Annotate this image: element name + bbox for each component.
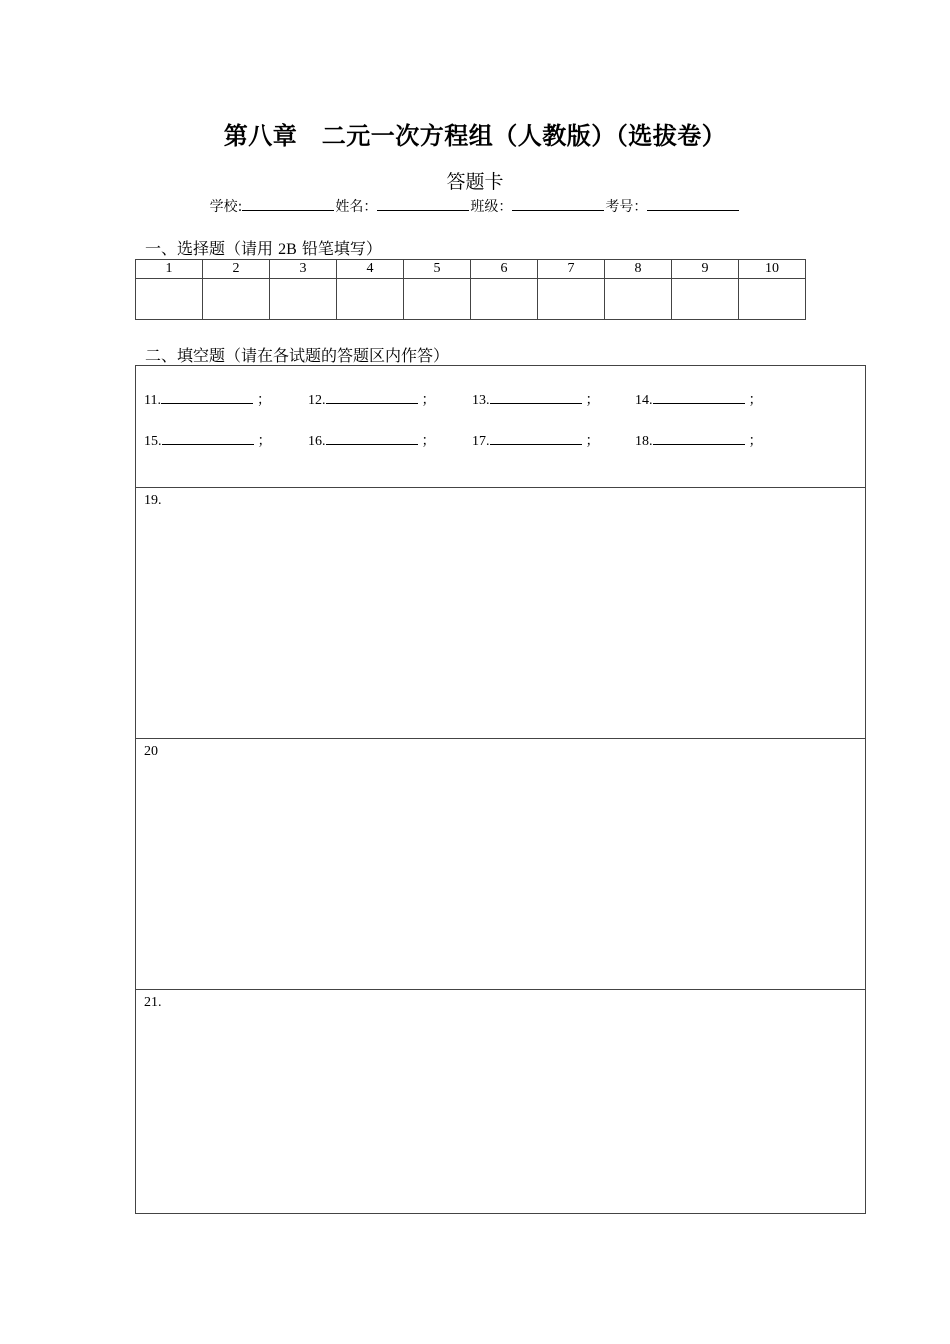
class-blank[interactable] [512,197,604,211]
mc-question-number: 8 [605,260,672,279]
fill-item-14[interactable]: 14. ； [635,393,763,408]
section2-title: 二、填空题（请在各试题的答题区内作答） [145,346,450,365]
fill-item-18[interactable]: 18. ； [635,434,763,449]
fill-item-13[interactable]: 13. ； [472,393,600,408]
answer-box-19[interactable] [135,487,866,739]
answer-box-21[interactable] [135,989,866,1214]
fill-item-12[interactable]: 12. ； [308,393,436,408]
class-label: 班级： [470,199,513,215]
school-blank[interactable] [242,197,334,211]
fill-item-15[interactable]: 15. ； [144,434,272,449]
mc-question-number: 6 [471,260,538,279]
mc-answer-cell[interactable] [203,279,270,320]
fill-item-17[interactable]: 17. ； [472,434,600,449]
multiple-choice-table [135,259,806,320]
exam-number-blank[interactable] [647,197,739,211]
mc-answer-cell[interactable] [739,279,806,320]
fill-in-answer-box [135,365,866,488]
mc-question-number: 5 [404,260,471,279]
mc-question-number: 1 [136,260,203,279]
answer-sheet-subtitle: 答题卡 [446,171,504,193]
mc-question-number: 10 [739,260,806,279]
student-info-row [0,196,950,216]
name-blank[interactable] [377,197,469,211]
mc-answer-cell[interactable] [337,279,404,320]
mc-question-number: 3 [270,260,337,279]
mc-answer-cell[interactable] [270,279,337,320]
mc-question-number: 4 [337,260,404,279]
mc-answer-cell[interactable] [605,279,672,320]
mc-question-number: 2 [203,260,270,279]
mc-answer-cell[interactable] [136,279,203,320]
mc-question-number: 7 [538,260,605,279]
mc-answer-cell[interactable] [471,279,538,320]
question-label-19: 19. [144,493,162,508]
fill-item-16[interactable]: 16. ； [308,434,436,449]
question-label-21: 21. [144,995,162,1010]
exam-number-label: 考号： [605,199,648,215]
question-label-20: 20 [144,744,158,759]
section1-title: 一、选择题（请用 2B 铅笔填写） [145,239,382,258]
page-title: 第八章 二元一次方程组（人教版）（选拔卷） [223,122,727,150]
mc-answer-cell[interactable] [672,279,739,320]
fill-item-11[interactable]: 11. ； [144,393,271,408]
mc-answer-cell[interactable] [538,279,605,320]
mc-question-number: 9 [672,260,739,279]
name-label: 姓名： [335,199,378,215]
school-label: 学校: [209,199,243,215]
answer-box-20[interactable] [135,738,866,990]
mc-answer-cell[interactable] [404,279,471,320]
